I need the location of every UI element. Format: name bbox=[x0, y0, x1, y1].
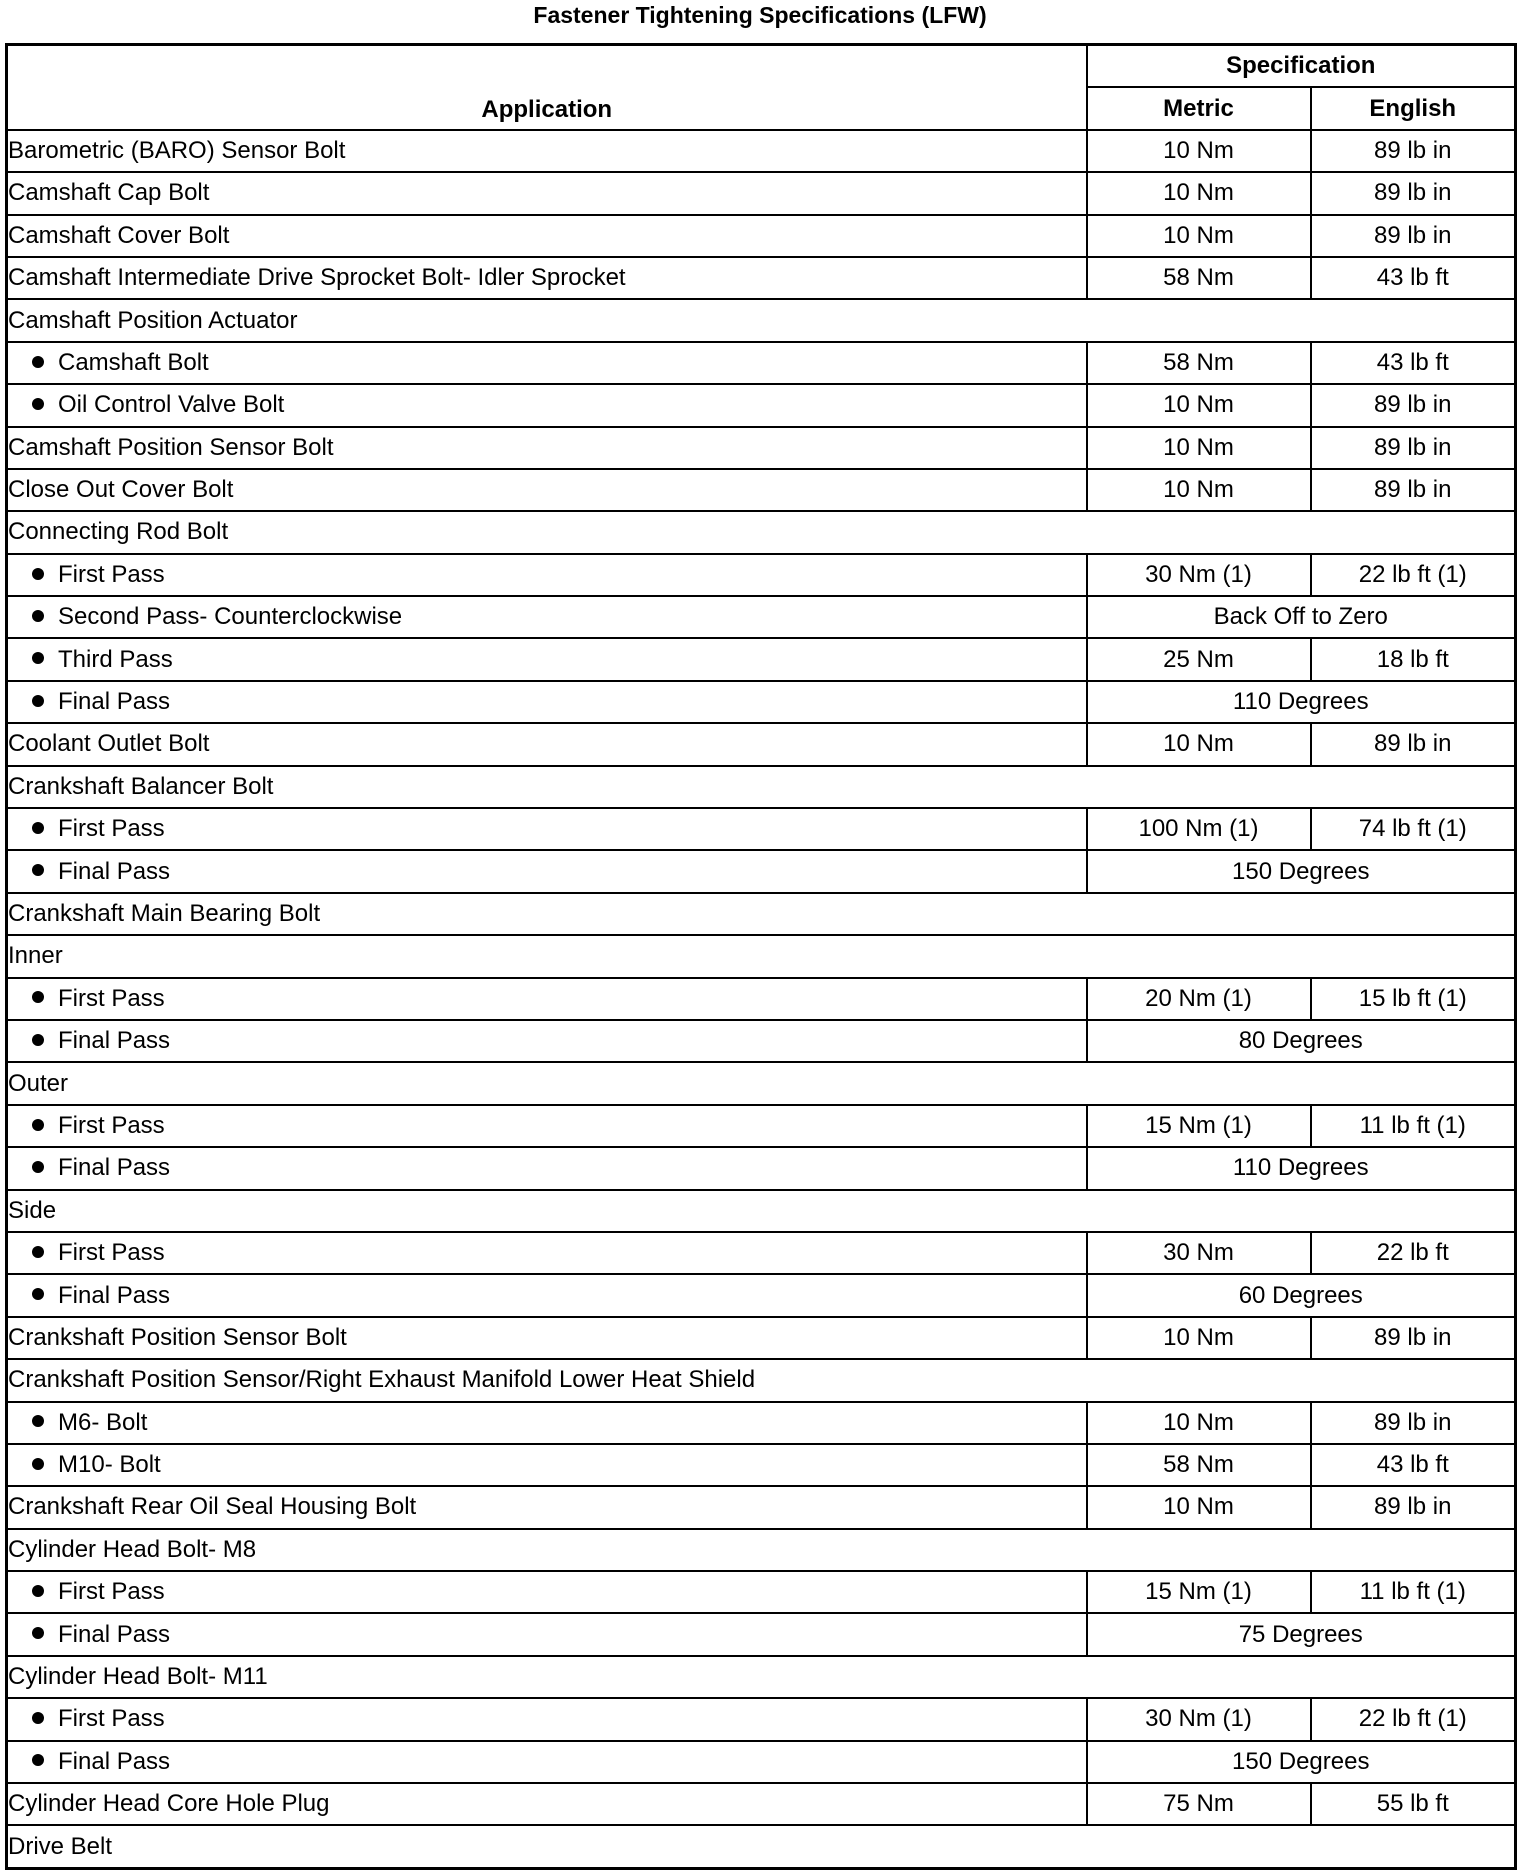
application-label: Drive Belt bbox=[8, 1832, 113, 1860]
application-cell bbox=[7, 681, 1087, 723]
metric-value: 10 Nm bbox=[1087, 215, 1311, 257]
table-row bbox=[7, 1147, 1516, 1189]
application-cell bbox=[7, 130, 1087, 172]
bullet-icon bbox=[32, 1246, 44, 1258]
bullet-icon bbox=[32, 1712, 44, 1724]
metric-value: 75 Nm bbox=[1087, 1783, 1311, 1825]
english-value: 89 lb in bbox=[1311, 723, 1516, 765]
bullet-icon bbox=[32, 1627, 44, 1639]
bullet-icon bbox=[32, 1754, 44, 1766]
bullet-icon bbox=[32, 1288, 44, 1300]
application-label: Camshaft Intermediate Drive Sprocket Bolt- Idler Sprocket bbox=[8, 264, 626, 292]
english-value: 43 lb ft bbox=[1311, 1444, 1516, 1486]
application-cell bbox=[7, 1571, 1087, 1613]
table-row bbox=[7, 469, 1516, 511]
table-row bbox=[7, 1359, 1516, 1401]
application-label: Crankshaft Rear Oil Seal Housing Bolt bbox=[8, 1493, 417, 1521]
english-value: 22 lb ft (1) bbox=[1311, 1698, 1516, 1740]
application-label: Crankshaft Position Sensor/Right Exhaust Manifold Lower Heat Shield bbox=[8, 1366, 756, 1394]
application-cell bbox=[7, 1656, 1516, 1698]
application-label: Camshaft Cover Bolt bbox=[8, 221, 230, 249]
application-cell bbox=[7, 1444, 1087, 1486]
metric-value: 15 Nm (1) bbox=[1087, 1571, 1311, 1613]
table-row bbox=[7, 342, 1516, 384]
application-label: Outer bbox=[8, 1069, 69, 1097]
application-cell bbox=[7, 384, 1087, 426]
table-row bbox=[7, 638, 1516, 680]
bullet-icon bbox=[32, 356, 44, 368]
bullet-icon bbox=[32, 652, 44, 664]
application-cell bbox=[7, 1317, 1087, 1359]
table-row bbox=[7, 554, 1516, 596]
application-cell bbox=[7, 1105, 1087, 1147]
table-row bbox=[7, 1317, 1516, 1359]
application-label: M10- Bolt bbox=[58, 1451, 161, 1479]
application-cell bbox=[7, 978, 1087, 1020]
application-label: Crankshaft Position Sensor Bolt bbox=[8, 1323, 347, 1351]
bullet-icon bbox=[32, 398, 44, 410]
application-cell bbox=[7, 638, 1087, 680]
metric-value: 10 Nm bbox=[1087, 1317, 1311, 1359]
application-cell bbox=[7, 766, 1516, 808]
header-application: Application bbox=[7, 45, 1087, 130]
merged-spec-value: 150 Degrees bbox=[1087, 1741, 1516, 1783]
table-row bbox=[7, 1444, 1516, 1486]
metric-value: 58 Nm bbox=[1087, 257, 1311, 299]
application-cell bbox=[7, 1274, 1087, 1316]
application-label: First Pass bbox=[58, 984, 165, 1012]
metric-value: 58 Nm bbox=[1087, 342, 1311, 384]
bullet-icon bbox=[32, 568, 44, 580]
application-cell bbox=[7, 299, 1516, 341]
application-label: Camshaft Cap Bolt bbox=[8, 179, 210, 207]
application-cell bbox=[7, 1486, 1087, 1528]
table-row bbox=[7, 1613, 1516, 1655]
english-value: 22 lb ft (1) bbox=[1311, 554, 1516, 596]
table-row bbox=[7, 850, 1516, 892]
english-value: 89 lb in bbox=[1311, 384, 1516, 426]
application-label: First Pass bbox=[58, 815, 165, 843]
metric-value: 15 Nm (1) bbox=[1087, 1105, 1311, 1147]
application-label: Oil Control Valve Bolt bbox=[58, 391, 285, 419]
english-value: 89 lb in bbox=[1311, 172, 1516, 214]
metric-value: 100 Nm (1) bbox=[1087, 808, 1311, 850]
metric-value: 30 Nm (1) bbox=[1087, 1698, 1311, 1740]
application-cell bbox=[7, 1020, 1087, 1062]
table-row bbox=[7, 723, 1516, 765]
application-cell bbox=[7, 257, 1087, 299]
application-label: Third Pass bbox=[58, 645, 173, 673]
table-row bbox=[7, 1062, 1516, 1104]
application-cell bbox=[7, 935, 1516, 977]
table-row bbox=[7, 511, 1516, 553]
table-row bbox=[7, 596, 1516, 638]
header-specification: Specification bbox=[1087, 45, 1516, 88]
metric-value: 30 Nm bbox=[1087, 1232, 1311, 1274]
application-label: First Pass bbox=[58, 1578, 165, 1606]
english-value: 89 lb in bbox=[1311, 1402, 1516, 1444]
english-value: 15 lb ft (1) bbox=[1311, 978, 1516, 1020]
table-row bbox=[7, 1656, 1516, 1698]
metric-value: 10 Nm bbox=[1087, 1402, 1311, 1444]
application-label: Barometric (BARO) Sensor Bolt bbox=[8, 136, 346, 164]
table-row bbox=[7, 1783, 1516, 1825]
english-value: 89 lb in bbox=[1311, 469, 1516, 511]
table-row bbox=[7, 766, 1516, 808]
table-row bbox=[7, 1020, 1516, 1062]
application-label: First Pass bbox=[58, 1705, 165, 1733]
bullet-icon bbox=[32, 610, 44, 622]
application-cell bbox=[7, 850, 1087, 892]
application-cell bbox=[7, 1190, 1516, 1232]
english-value: 11 lb ft (1) bbox=[1311, 1571, 1516, 1613]
metric-value: 10 Nm bbox=[1087, 427, 1311, 469]
application-label: Crankshaft Main Bearing Bolt bbox=[8, 900, 321, 927]
bullet-icon bbox=[32, 695, 44, 707]
merged-spec-value: 110 Degrees bbox=[1087, 1147, 1516, 1189]
application-label: Crankshaft Balancer Bolt bbox=[8, 772, 274, 800]
metric-value: 58 Nm bbox=[1087, 1444, 1311, 1486]
application-label: Final Pass bbox=[58, 1620, 171, 1648]
application-label: Side bbox=[8, 1196, 57, 1224]
application-label: Camshaft Position Sensor Bolt bbox=[8, 433, 334, 461]
application-cell bbox=[7, 893, 1516, 935]
page-title: Fastener Tightening Specifications (LFW) bbox=[533, 2, 987, 28]
table-row bbox=[7, 1402, 1516, 1444]
bullet-icon bbox=[32, 864, 44, 876]
metric-value: 10 Nm bbox=[1087, 723, 1311, 765]
metric-value: 20 Nm (1) bbox=[1087, 978, 1311, 1020]
header-metric: Metric bbox=[1087, 87, 1311, 129]
table-row bbox=[7, 1741, 1516, 1783]
application-cell bbox=[7, 596, 1087, 638]
table-row bbox=[7, 1571, 1516, 1613]
table-row bbox=[7, 299, 1516, 341]
application-label: Final Pass bbox=[58, 688, 171, 716]
table-row bbox=[7, 1232, 1516, 1274]
english-value: 89 lb in bbox=[1311, 427, 1516, 469]
application-cell bbox=[7, 554, 1087, 596]
bullet-icon bbox=[32, 1161, 44, 1173]
english-value: 11 lb ft (1) bbox=[1311, 1105, 1516, 1147]
table-row bbox=[7, 172, 1516, 214]
application-label: Final Pass bbox=[58, 1281, 171, 1309]
english-value: 89 lb in bbox=[1311, 215, 1516, 257]
application-cell bbox=[7, 1741, 1087, 1783]
application-cell bbox=[7, 215, 1087, 257]
application-cell bbox=[7, 1062, 1516, 1104]
application-label: Inner bbox=[8, 942, 63, 970]
english-value: 89 lb in bbox=[1311, 1486, 1516, 1528]
application-cell bbox=[7, 1783, 1087, 1825]
application-cell bbox=[7, 1529, 1516, 1571]
spec-table-body bbox=[7, 130, 1516, 1869]
metric-value: 10 Nm bbox=[1087, 1486, 1311, 1528]
table-row bbox=[7, 1190, 1516, 1232]
metric-value: 10 Nm bbox=[1087, 469, 1311, 511]
english-value: 18 lb ft bbox=[1311, 638, 1516, 680]
application-label: First Pass bbox=[58, 560, 165, 588]
english-value: 89 lb in bbox=[1311, 1317, 1516, 1359]
application-cell bbox=[7, 723, 1087, 765]
table-row bbox=[7, 427, 1516, 469]
application-label: First Pass bbox=[58, 1239, 165, 1267]
bullet-icon bbox=[32, 1119, 44, 1131]
table-row bbox=[7, 808, 1516, 850]
table-row bbox=[7, 384, 1516, 426]
bullet-icon bbox=[32, 1585, 44, 1597]
table-row bbox=[7, 978, 1516, 1020]
english-value: 55 lb ft bbox=[1311, 1783, 1516, 1825]
application-cell bbox=[7, 172, 1087, 214]
application-label: First Pass bbox=[58, 1111, 165, 1139]
application-label: Final Pass bbox=[58, 1027, 171, 1055]
application-label: Final Pass bbox=[58, 1747, 171, 1775]
application-label: Coolant Outlet Bolt bbox=[8, 730, 210, 758]
english-value: 43 lb ft bbox=[1311, 257, 1516, 299]
application-label: Cylinder Head Bolt- M8 bbox=[8, 1535, 257, 1563]
merged-spec-value: 60 Degrees bbox=[1087, 1274, 1516, 1316]
application-cell bbox=[7, 1698, 1087, 1740]
english-value: 22 lb ft bbox=[1311, 1232, 1516, 1274]
table-row bbox=[7, 1274, 1516, 1316]
table-row bbox=[7, 1529, 1516, 1571]
english-value: 74 lb ft (1) bbox=[1311, 808, 1516, 850]
application-label: Final Pass bbox=[58, 1154, 171, 1182]
table-row bbox=[7, 681, 1516, 723]
bullet-icon bbox=[32, 991, 44, 1003]
header-row-top bbox=[7, 45, 1516, 88]
english-value: 43 lb ft bbox=[1311, 342, 1516, 384]
table-row bbox=[7, 935, 1516, 977]
application-cell bbox=[7, 808, 1087, 850]
table-row bbox=[7, 1825, 1516, 1868]
merged-spec-value: 150 Degrees bbox=[1087, 850, 1516, 892]
metric-value: 30 Nm (1) bbox=[1087, 554, 1311, 596]
spec-table bbox=[5, 43, 1517, 1870]
application-cell bbox=[7, 342, 1087, 384]
table-row bbox=[7, 1698, 1516, 1740]
application-cell bbox=[7, 1613, 1087, 1655]
metric-value: 10 Nm bbox=[1087, 384, 1311, 426]
table-row bbox=[7, 1486, 1516, 1528]
application-cell bbox=[7, 469, 1087, 511]
header-english: English bbox=[1311, 87, 1516, 129]
application-label: Cylinder Head Bolt- M11 bbox=[8, 1663, 268, 1691]
application-cell bbox=[7, 1147, 1087, 1189]
application-cell bbox=[7, 1359, 1516, 1401]
application-cell bbox=[7, 1232, 1087, 1274]
application-label: Camshaft Position Actuator bbox=[8, 306, 298, 334]
table-row bbox=[7, 130, 1516, 172]
table-row bbox=[7, 257, 1516, 299]
metric-value: 10 Nm bbox=[1087, 130, 1311, 172]
merged-spec-value: 80 Degrees bbox=[1087, 1020, 1516, 1062]
application-label: Camshaft Bolt bbox=[58, 348, 209, 376]
bullet-icon bbox=[32, 1458, 44, 1470]
merged-spec-value: 75 Degrees bbox=[1087, 1613, 1516, 1655]
metric-value: 10 Nm bbox=[1087, 172, 1311, 214]
table-row bbox=[7, 215, 1516, 257]
bullet-icon bbox=[32, 1415, 44, 1427]
merged-spec-value: 110 Degrees bbox=[1087, 681, 1516, 723]
application-cell bbox=[7, 427, 1087, 469]
merged-spec-value: Back Off to Zero bbox=[1087, 596, 1516, 638]
application-label: Connecting Rod Bolt bbox=[8, 518, 229, 546]
application-cell bbox=[7, 1402, 1087, 1444]
application-label: Final Pass bbox=[58, 857, 171, 885]
table-row bbox=[7, 893, 1516, 935]
english-value: 89 lb in bbox=[1311, 130, 1516, 172]
bullet-icon bbox=[32, 822, 44, 834]
application-label: Close Out Cover Bolt bbox=[8, 476, 234, 504]
bullet-icon bbox=[32, 1034, 44, 1046]
application-cell bbox=[7, 511, 1516, 553]
application-cell bbox=[7, 1825, 1516, 1868]
metric-value: 25 Nm bbox=[1087, 638, 1311, 680]
application-label: Cylinder Head Core Hole Plug bbox=[8, 1790, 330, 1818]
application-label: M6- Bolt bbox=[58, 1408, 148, 1436]
application-label: Second Pass- Counterclockwise bbox=[58, 603, 403, 631]
table-row bbox=[7, 1105, 1516, 1147]
